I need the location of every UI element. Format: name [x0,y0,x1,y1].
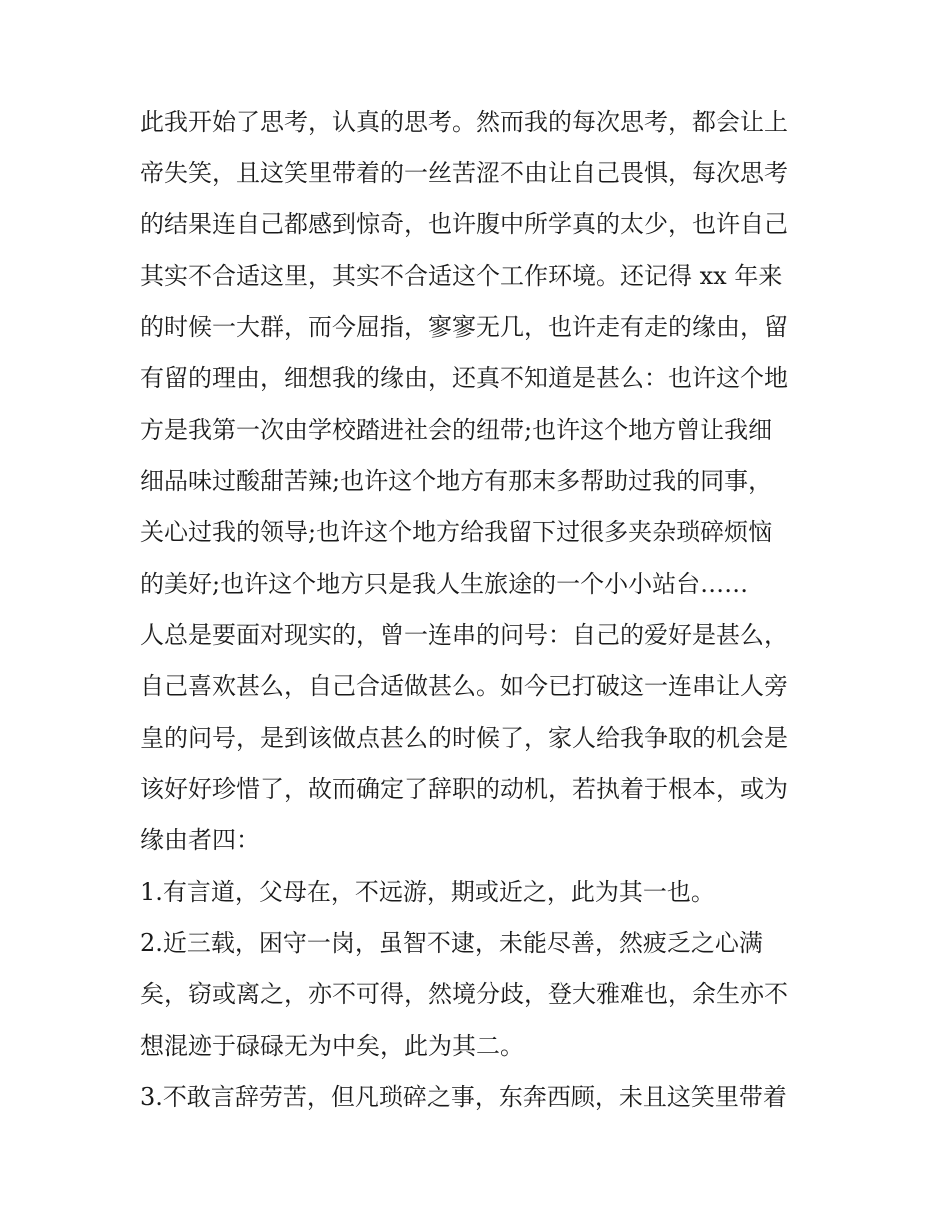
text-line: 的结果连自己都感到惊奇，也许腹中所学真的太少，也许自己 [140,210,788,238]
text-line: 2.近三载，困守一岗，虽智不逮，未能尽善，然疲乏之心满 [140,929,763,957]
text-line: 1.有言道，父母在，不远游，期或近之，此为其一也。 [140,878,715,906]
text-line: 皇的问号，是到该做点甚么的时候了，家人给我争取的机会是 [140,724,788,752]
text-line: 关心过我的领导;也许这个地方给我留下过很多夹杂琐碎烦恼 [140,518,773,546]
text-line: 该好好珍惜了，故而确定了辞职的动机，若执着于根本，或为 [140,775,788,803]
text-line: 的时候一大群，而今屈指，寥寥无几，也许走有走的缘由，留 [140,313,788,341]
text-line: 的美好;也许这个地方只是我人生旅途的一个小小站台…… [140,570,749,598]
text-line: 其实不合适这里，其实不合适这个工作环境。还记得 xx 年来 [140,262,783,290]
text-line: 想混迹于碌碌无为中矣，此为其二。 [140,1032,524,1060]
text-line: 细品味过酸甜苦辣;也许这个地方有那末多帮助过我的同事， [140,467,773,495]
text-line: 自己喜欢甚么，自己合适做甚么。如今已打破这一连串让人旁 [140,672,788,700]
text-line: 方是我第一次由学校踏进社会的纽带;也许这个地方曾让我细 [140,416,773,444]
text-line: 有留的理由，细想我的缘由，还真不知道是甚么：也许这个地 [140,364,788,392]
text-line: 帝失笑，且这笑里带着的一丝苦涩不由让自己畏惧，每次思考 [140,159,788,187]
text-line: 缘由者四： [140,826,260,854]
text-line: 矣，窃或离之，亦不可得，然境分歧，登大雅难也，余生亦不 [140,980,788,1008]
text-line: 此我开始了思考，认真的思考。然而我的每次思考，都会让上 [140,108,788,136]
text-line: 人总是要面对现实的，曾一连串的问号：自己的爱好是甚么， [140,621,788,649]
text-line: 3.不敢言辞劳苦，但凡琐碎之事，东奔西顾，未且这笑里带着 [140,1083,787,1111]
